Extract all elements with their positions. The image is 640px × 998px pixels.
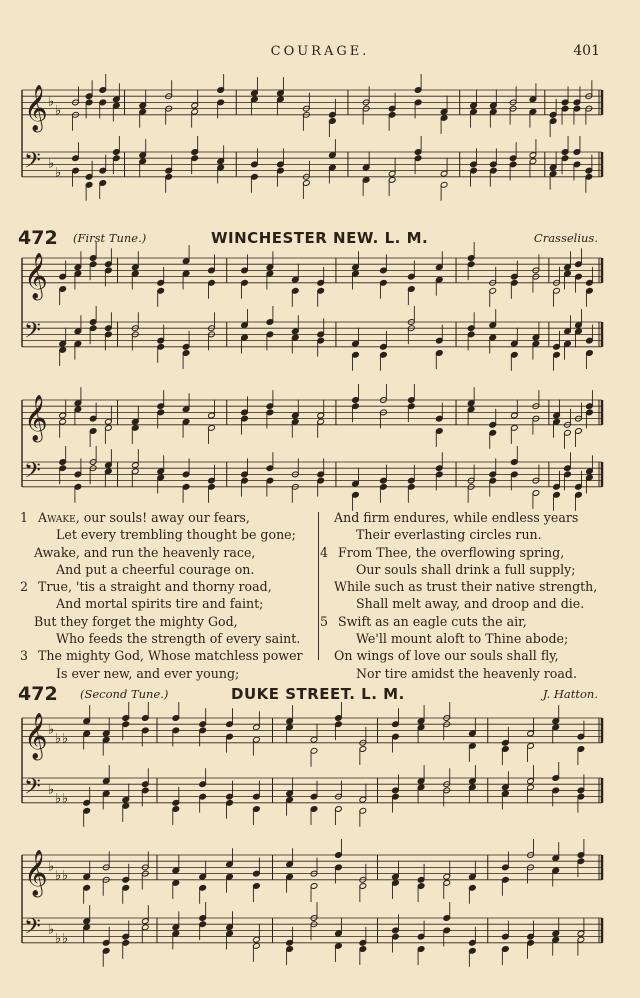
- tune-name-second: DUKE STREET. L. M.: [231, 685, 405, 703]
- verse-line: 2 True, 'tis a straight and thorny road,: [20, 579, 272, 595]
- verse-line: Our souls shall drink a full supply;: [356, 561, 576, 577]
- verse-line: On wings of love our souls shall fly,: [334, 648, 559, 664]
- verse-line: 5 Swift as an eagle cuts the air,: [320, 613, 527, 629]
- treble-clef-icon: 𝄞: [24, 84, 48, 131]
- flat-icon: ♭: [62, 791, 69, 807]
- page-number: 401: [573, 43, 600, 59]
- bass-clef-icon: 𝄢: [24, 318, 41, 349]
- bass-clef-icon: 𝄢: [24, 774, 41, 805]
- tune-label: (First Tune.): [73, 231, 147, 245]
- composer: Crasselius.: [533, 231, 598, 245]
- bass-clef-icon: 𝄢: [24, 914, 41, 945]
- verse-line: Nor tire amidst the heavenly road.: [356, 665, 577, 681]
- bass-clef-icon: 𝄢: [24, 458, 41, 489]
- treble-clef-icon: 𝄞: [24, 252, 48, 299]
- flat-icon: ♭: [48, 922, 55, 938]
- flat-icon: ♭: [55, 791, 62, 807]
- flat-icon: ♭: [48, 722, 55, 738]
- running-title: COURAGE.: [270, 44, 370, 59]
- flat-icon: ♭: [55, 103, 62, 119]
- flat-icon: ♭: [48, 782, 55, 798]
- flat-icon: ♭: [48, 859, 55, 875]
- treble-clef-icon: 𝄞: [24, 394, 48, 441]
- treble-clef-icon: 𝄞: [24, 712, 48, 759]
- treble-clef-icon: 𝄞: [24, 849, 48, 896]
- verse-line: Shall melt away, and droop and die.: [356, 596, 585, 612]
- verse-line: Is ever new, and ever young;: [56, 665, 240, 681]
- verse-line: Their everlasting circles run.: [356, 527, 542, 543]
- bass-clef-icon: 𝄢: [24, 148, 41, 179]
- hymn-number-second: 472: [18, 683, 58, 705]
- tune-label-second: (Second Tune.): [80, 687, 169, 701]
- verse-line: Awake, and run the heavenly race,: [34, 544, 256, 560]
- verse-line: While such as trust their native strength,: [334, 579, 598, 595]
- flat-icon: ♭: [55, 931, 62, 947]
- flat-icon: ♭: [62, 931, 69, 947]
- verse-line: 3 The mighty God, Whose matchless power: [20, 648, 303, 664]
- verse-line: 1 Awake, our souls! away our fears,: [20, 510, 250, 525]
- flat-icon: ♭: [48, 94, 55, 110]
- verse-line: And put a cheerful courage on.: [56, 561, 255, 577]
- flat-icon: ♭: [62, 731, 69, 747]
- verse-line: 4 From Thee, the overflowing spring,: [320, 544, 565, 560]
- verse-line: But they forget the mighty God,: [34, 613, 238, 629]
- verse-line: We'll mount aloft to Thine abode;: [356, 631, 569, 647]
- verse-line: Who feeds the strength of every saint.: [56, 631, 301, 647]
- flat-icon: ♭: [55, 165, 62, 181]
- flat-icon: ♭: [55, 868, 62, 884]
- verse-line: And mortal spirits tire and faint;: [56, 596, 264, 612]
- flat-icon: ♭: [48, 156, 55, 172]
- flat-icon: ♭: [62, 868, 69, 884]
- hymn-number: 472: [18, 227, 58, 249]
- verse-line: And firm endures, while endless years: [334, 510, 579, 525]
- flat-icon: ♭: [55, 731, 62, 747]
- tune-name: WINCHESTER NEW. L. M.: [211, 229, 429, 247]
- composer-second: J. Hatton.: [542, 687, 598, 701]
- verse-line: Let every trembling thought be gone;: [56, 527, 296, 543]
